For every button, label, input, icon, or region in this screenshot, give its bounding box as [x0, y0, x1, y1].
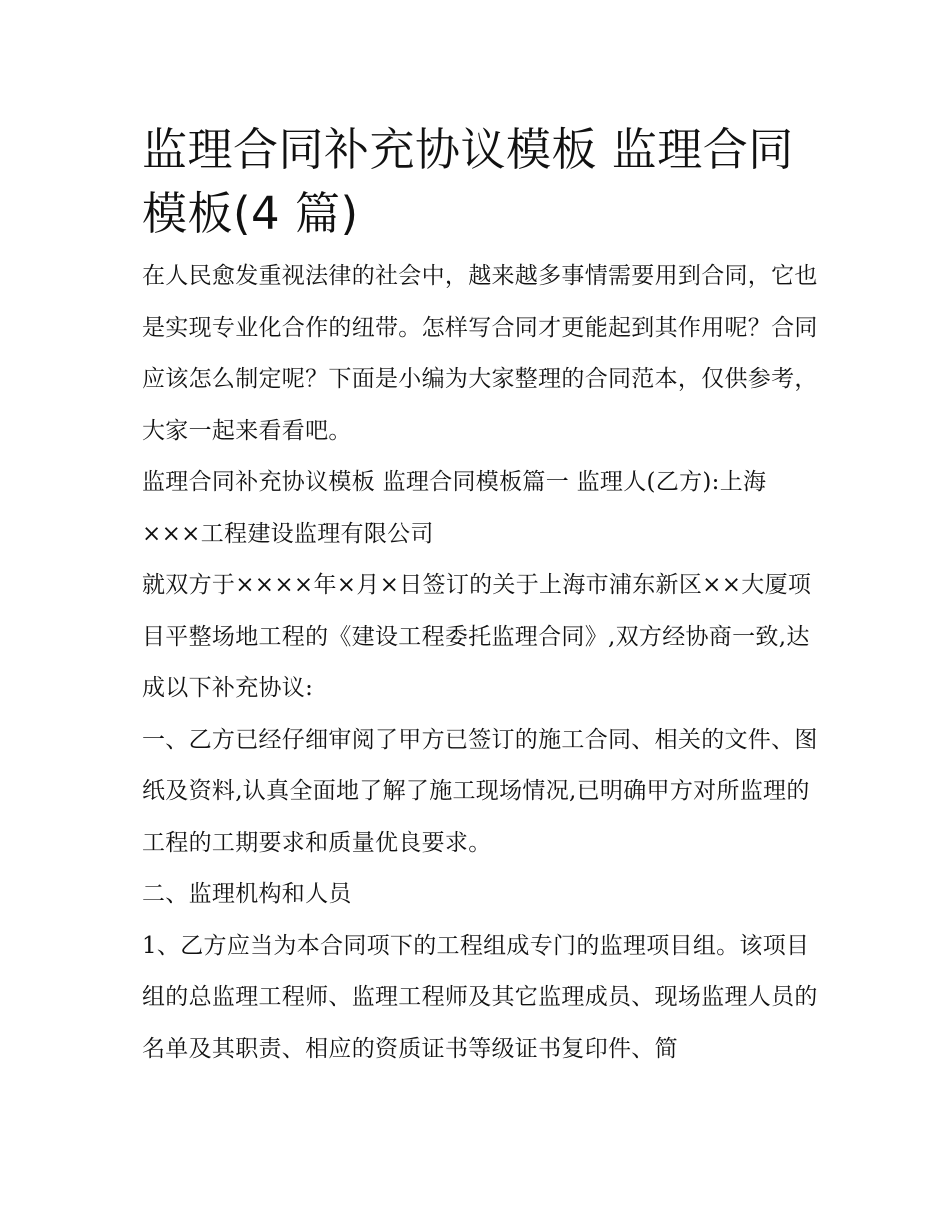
- intro-paragraph: 在人民愈发重视法律的社会中，越来越多事情需要用到合同，它也是实现专业化合作的纽带。怎样写合同才更能起到其作用呢？合同应该怎么制定呢？下面是小编为大家整理的合同范本，仅供参考，大家一起来看看吧。: [142, 263, 818, 444]
- document-title: 监理合同补充协议模板 监理合同模板(4 篇): [142, 123, 794, 240]
- clause-one-paragraph: 一、乙方已经仔细审阅了甲方已签订的施工合同、相关的文件、图纸及资料,认真全面地了解了施工现场情况,已明确甲方对所监理的工程的工期要求和质量优良要求。: [142, 726, 818, 856]
- clause-two-heading: 二、监理机构和人员: [142, 881, 352, 907]
- section-heading-paragraph: 监理合同补充协议模板 监理合同模板篇一 监理人(乙方):上海×××工程建设监理有限公司: [142, 469, 767, 547]
- clause-two-item-one-paragraph: 1、乙方应当为本合同项下的工程组成专门的监理项目组。该项目组的总监理工程师、监理工程师及其它监理成员、现场监理人员的名单及其职责、相应的资质证书等级证书复印件、简: [142, 932, 818, 1062]
- agreement-preamble-paragraph: 就双方于××××年×月×日签订的关于上海市浦东新区××大厦项目平整场地工程的《建设工程委托监理合同》,双方经协商一致,达成以下补充协议:: [142, 572, 812, 701]
- document-body: [142, 118, 822, 1075]
